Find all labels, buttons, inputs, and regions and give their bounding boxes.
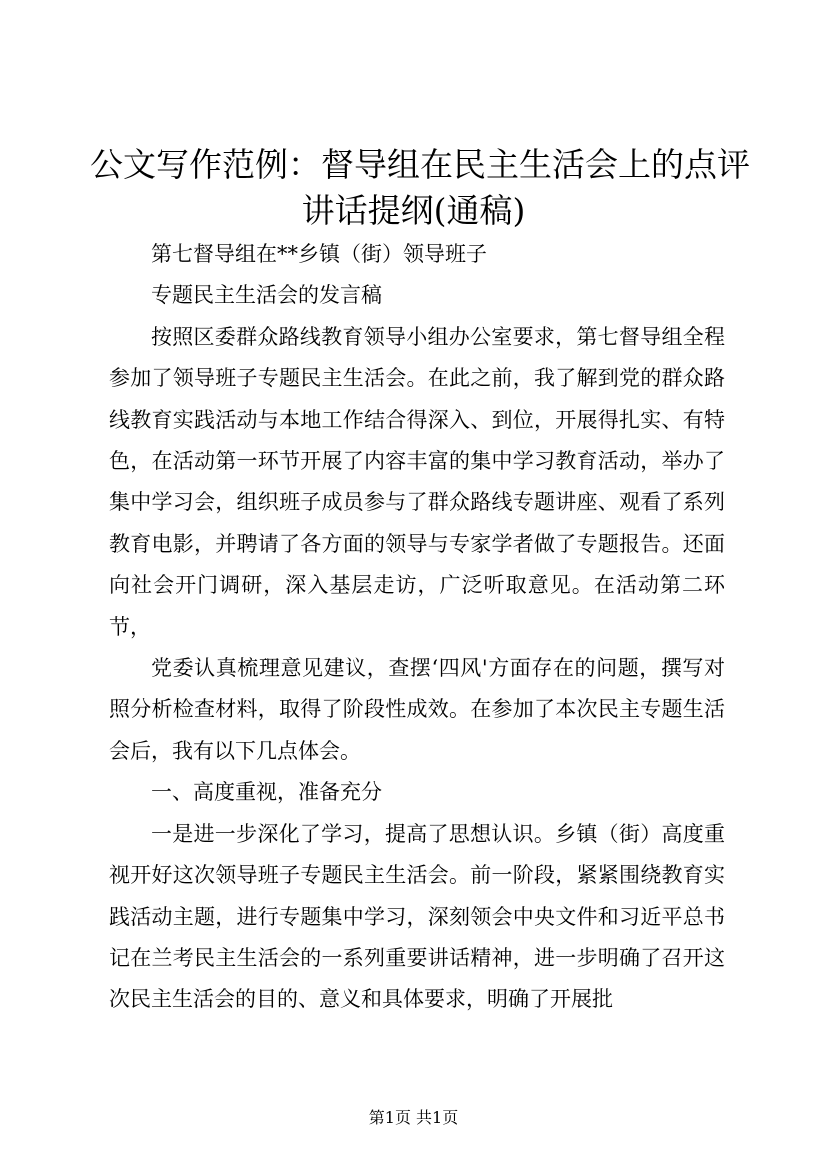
- document-body: [109, 234, 725, 1021]
- section-heading-1: 一、高度重视，准备充分: [151, 780, 382, 805]
- document-title-line-2: 讲话提纲(通稿): [301, 191, 526, 230]
- paragraph-recipient: 第七督导组在**乡镇（街）领导班子: [151, 242, 487, 266]
- paragraph-second-stage: 党委认真梳理意见建议，查摆‘四风'方面存在的问题，撰写对照分析检查材料，取得了阶段性成效。在参加了本次民主专题生活会后，我有以下几点体会。: [109, 656, 725, 763]
- page-footer: 第1页 共1页: [368, 1108, 459, 1127]
- paragraph-subject: 专题民主生活会的发言稿: [151, 283, 382, 308]
- paragraph-point-1: 一是进一步深化了学习，提高了思想认识。乡镇（街）高度重视开好这次领导班子专题民主生活会。前一阶段，紧紧围绕教育实践活动主题，进行专题集中学习，深刻领会中央文件和习近平总书记在兰考民主生活会的一系列重要讲话精神，进一步明确了召开这次民主生活会的目的、意义和具体要求，明确了开展批: [109, 821, 725, 1012]
- paragraph-intro: 按照区委群众路线教育领导小组办公室要求，第七督导组全程参加了领导班子专题民主生活会。在此之前，我了解到党的群众路线教育实践活动与本地工作结合得深入、到位，开展得扎实、有特色，在活动第一环节开展了内容丰富的集中学习教育活动，举办了集中学习会，组织班子成员参与了群众路线专题讲座、观看了系列教育电影，并聘请了各方面的领导与专家学者做了专题报告。还面向社会开门调研，深入基层走访，广泛听取意见。在活动第二环节，: [109, 324, 725, 639]
- document-title-line-1: 公文写作范例：督导组在民主生活会上的点评: [90, 145, 750, 184]
